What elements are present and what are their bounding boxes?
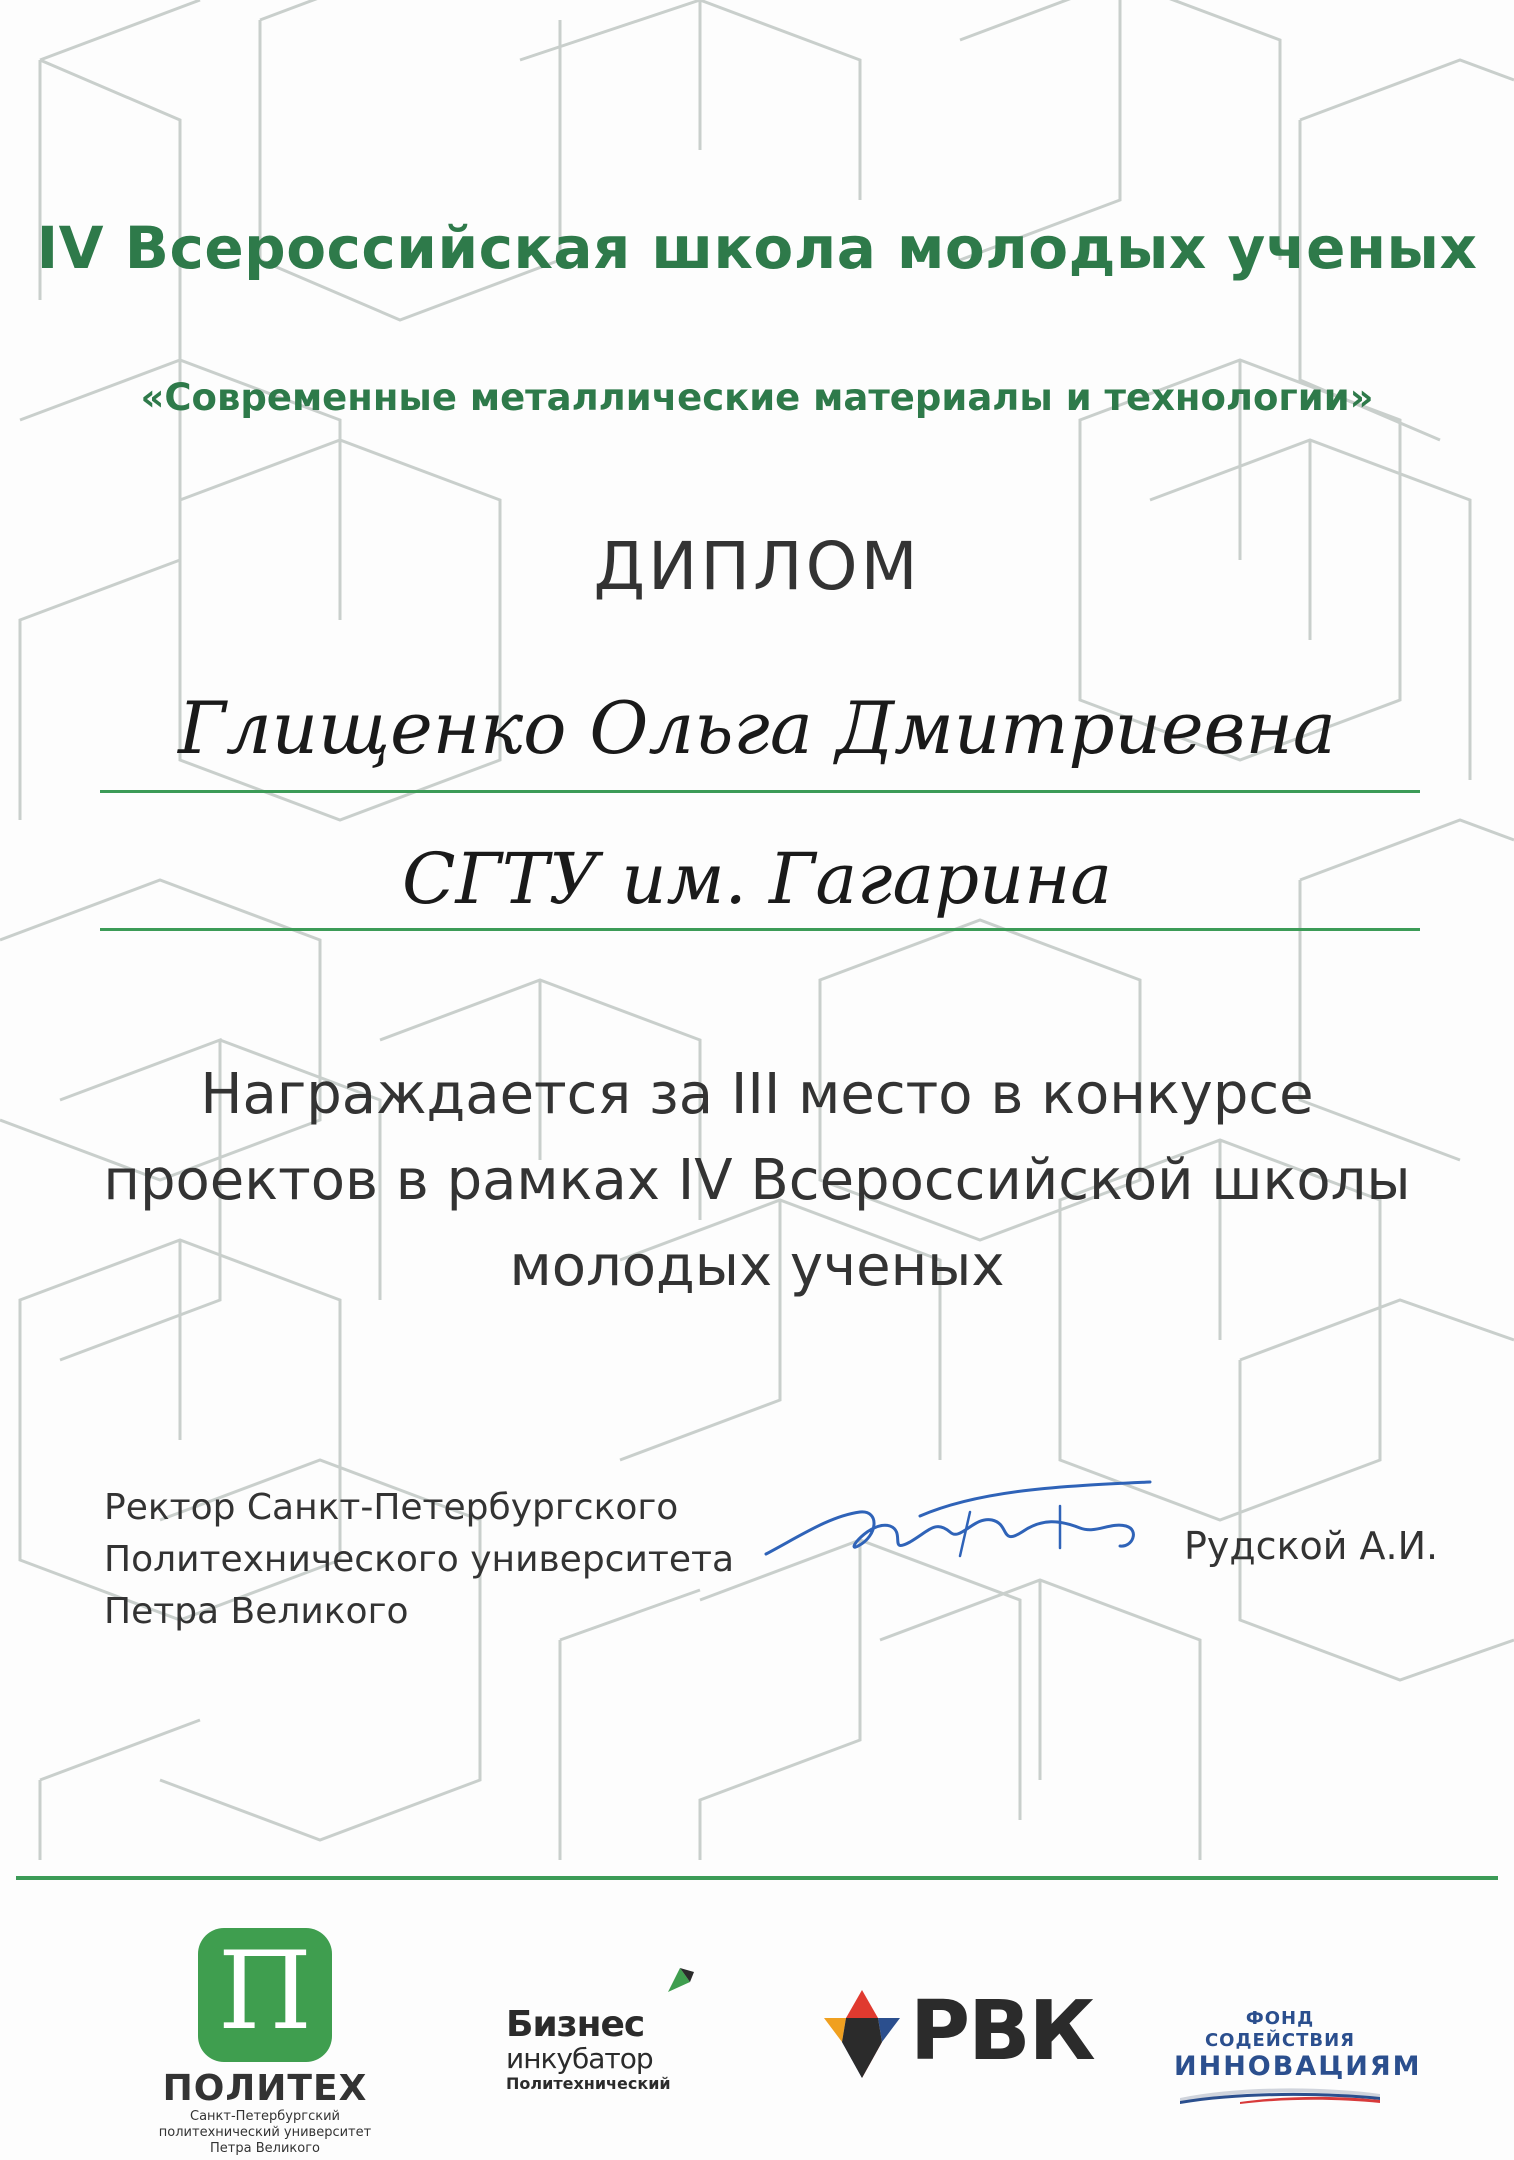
polytech-subtitle-line: политехнический университет [158, 2125, 372, 2140]
document-type: ДИПЛОМ [593, 528, 921, 605]
position-line: Ректор Санкт-Петербургского [104, 1487, 679, 1528]
business-incubator-line2: инкубатор [506, 2042, 653, 2075]
signatory-name: Рудской А.И. [1184, 1524, 1439, 1568]
recipient-organization: СГТУ им. Гагарина [402, 838, 1112, 920]
award-line: проектов в рамках IV Всероссийской школы [103, 1148, 1411, 1213]
innovation-fund-logo [1174, 2008, 1422, 2088]
organization-underline [100, 928, 1420, 931]
rvk-name: РВК [910, 1984, 1094, 2079]
business-incubator-leaf-icon [660, 1962, 700, 2006]
position-line: Политехнического университета [104, 1539, 735, 1580]
polytech-pi-icon: П [198, 1928, 332, 2062]
fund-flag-icon [1180, 2086, 1380, 2104]
business-incubator-line1: Бизнес [506, 2004, 645, 2045]
school-subtitle: «Современные металлические материалы и технологии» [140, 376, 1374, 419]
award-line: молодых ученых [509, 1234, 1005, 1299]
polytech-logo [140, 1928, 390, 2160]
signatory-position [104, 1482, 734, 1638]
school-title: IV Всероссийская школа молодых ученых [36, 214, 1478, 282]
fund-line2: ИННОВАЦИЯМ [1174, 2051, 1422, 2082]
footer-divider [16, 1876, 1498, 1880]
polytech-subtitle-line: Петра Великого [210, 2141, 320, 2156]
polytech-subtitle-line: Санкт-Петербургский [190, 2109, 340, 2124]
recipient-name: Глищенко Ольга Дмитриевна [178, 686, 1336, 770]
handwritten-signature [760, 1476, 1180, 1596]
name-underline [100, 790, 1420, 793]
rvk-logo [820, 1980, 1094, 2090]
business-incubator-line3: Политехнический [506, 2074, 671, 2093]
polytech-name: ПОЛИТЕХ [162, 2068, 368, 2109]
position-line: Петра Великого [104, 1591, 409, 1632]
fund-line1: ФОНД СОДЕЙСТВИЯ [1204, 2008, 1356, 2051]
rvk-star-icon [820, 1986, 904, 2082]
business-incubator-logo [506, 2006, 696, 2106]
award-text [40, 1052, 1474, 1310]
award-line: Награждается за III место в конкурсе [200, 1062, 1314, 1127]
